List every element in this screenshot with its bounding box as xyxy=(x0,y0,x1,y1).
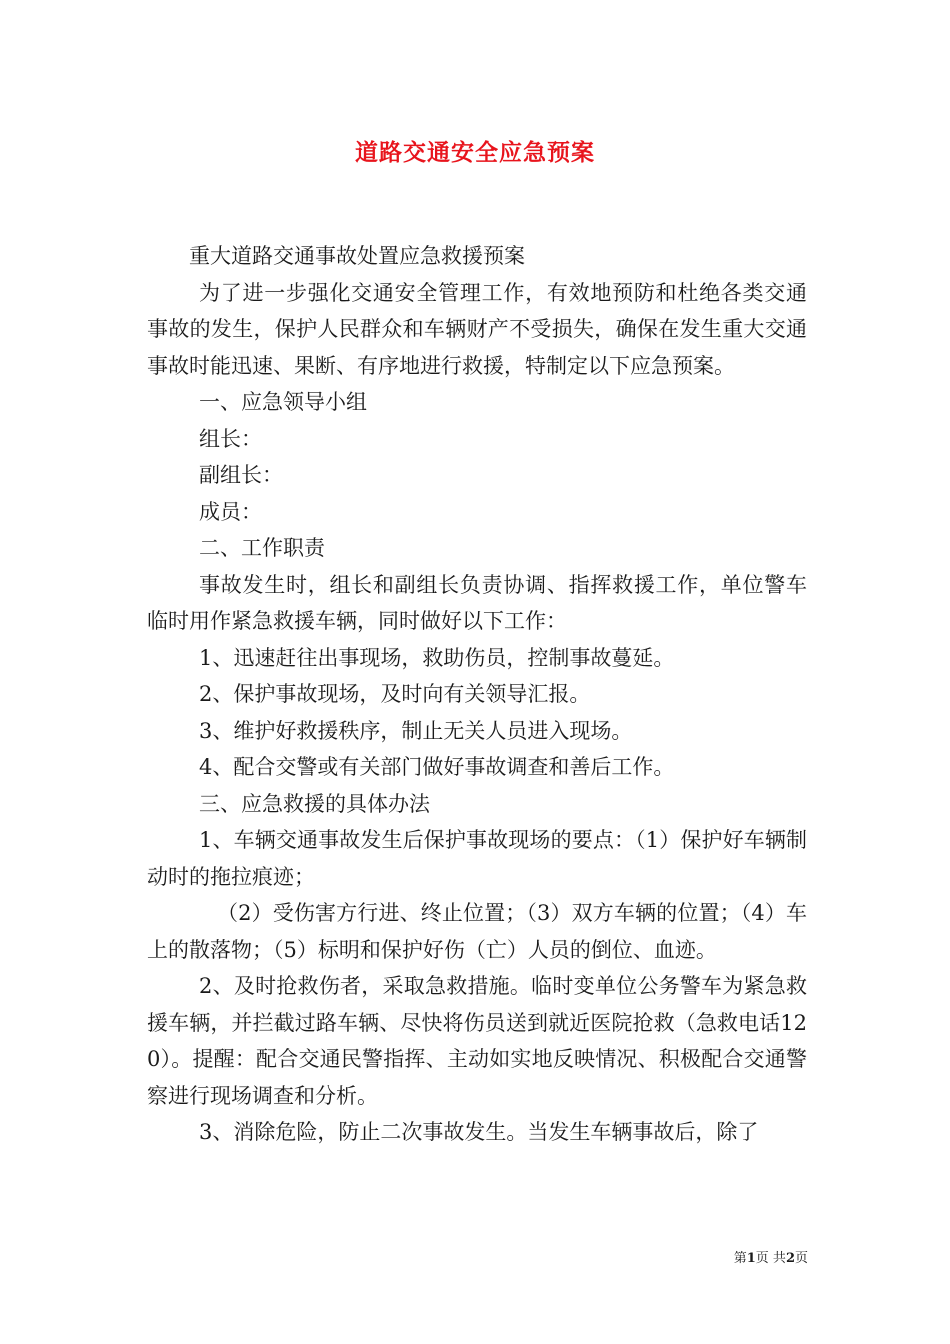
paragraph-method-3: 3、消除危险，防止二次事故发生。当发生车辆事故后，除了 xyxy=(199,1120,759,1144)
paragraph-method-1-cont: （2）受伤害方行进、终止位置；（3）双方车辆的位置；（4）车上的散落物；（5）标明和保护好伤（亡）人员的倒位、血迹。 xyxy=(147,901,807,962)
list-item: 3、维护好救援秩序，制止无关人员进入现场。 xyxy=(199,718,633,743)
section-heading-1: 一、应急领导小组 xyxy=(199,390,367,414)
section-heading-2: 二、工作职责 xyxy=(199,536,325,560)
footer-middle: 页 共 xyxy=(755,1251,786,1266)
section-heading-3: 三、应急救援的具体办法 xyxy=(199,791,430,816)
list-item: 1、迅速赶往出事现场，救助伤员，控制事故蔓延。 xyxy=(199,645,675,670)
paragraph-deputy-leader: 副组长： xyxy=(199,463,283,487)
paragraph-subtitle: 重大道路交通事故处置应急救援预案 xyxy=(189,244,525,268)
paragraph-duties: 事故发生时，组长和副组长负责协调、指挥救援工作，单位警车临时用作紧急救援车辆，同时做好以下工作： xyxy=(147,572,807,633)
paragraph-intro: 为了进一步强化交通安全管理工作，有效地预防和杜绝各类交通事故的发生，保护人民群众和车辆财产不受损失，确保在发生重大交通事故时能迅速、果断、有序地进行救援，特制定以下应急预案。 xyxy=(147,280,807,378)
total-pages-number: 2 xyxy=(785,1251,795,1266)
list-item: 4、配合交警或有关部门做好事故调查和善后工作。 xyxy=(199,755,675,779)
current-page-number: 1 xyxy=(746,1251,756,1266)
list-item: 2、保护事故现场，及时向有关领导汇报。 xyxy=(199,682,591,706)
paragraph-method-2: 2、及时抢救伤者，采取急救措施。临时变单位公务警车为紧急救援车辆，并拦截过路车辆、尽快将伤员送到就近医院抢救（急救电话120）。提醒：配合交通民警指挥、主动如实地反映情况、积极配合交通警察进行现场调查和分析。 xyxy=(147,974,807,1108)
paragraph-method-1: 1、车辆交通事故发生后保护事故现场的要点：（1）保护好车辆制动时的拖拉痕迹； xyxy=(147,828,807,889)
page-number-footer xyxy=(0,1247,808,1266)
footer-prefix: 第 xyxy=(733,1251,747,1266)
document-body xyxy=(147,238,807,1151)
footer-suffix: 页 xyxy=(794,1251,808,1266)
paragraph-members: 成员： xyxy=(199,499,262,524)
paragraph-leader: 组长： xyxy=(199,426,262,451)
document-title: 道路交通安全应急预案 xyxy=(355,140,595,166)
